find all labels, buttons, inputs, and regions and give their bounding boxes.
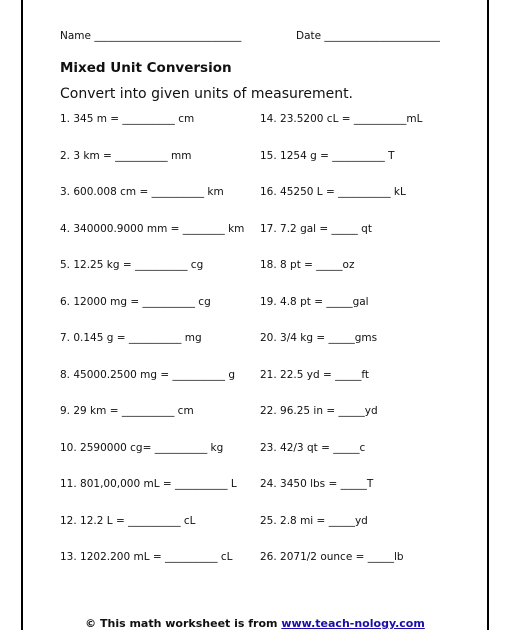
problem-3: 3. 600.008 cm = __________ km [60,186,224,198]
problem-18: 18. 8 pt = _____oz [260,259,355,271]
name-line: Name ____________________________ [60,30,242,42]
problem-21: 21. 22.5 yd = _____ft [260,369,369,381]
problem-20: 20. 3/4 kg = _____gms [260,332,378,344]
problem-26: 26. 2071/2 ounce = _____lb [260,551,404,563]
footer [0,617,510,630]
problem-22: 22. 96.25 in = _____yd [260,405,378,417]
problem-8: 8. 45000.2500 mg = __________ g [60,369,236,381]
problem-11: 11. 801,00,000 mL = __________ L [60,478,237,490]
problem-13: 13. 1202.200 mL = __________ cL [60,551,233,563]
problem-15: 15. 1254 g = __________ T [260,150,395,162]
problem-24: 24. 3450 lbs = _____T [260,478,374,490]
problem-2: 2. 3 km = __________ mm [60,150,192,162]
problem-17: 17. 7.2 gal = _____ qt [260,223,372,235]
problem-1: 1. 345 m = __________ cm [60,113,195,125]
problem-16: 16. 45250 L = __________ kL [260,186,406,198]
instructions: Convert into given units of measurement. [60,86,354,102]
problem-19: 19. 4.8 pt = _____gal [260,296,369,308]
problem-4: 4. 340000.9000 mm = ________ km [60,223,245,235]
footer-credit: © This math worksheet is from [85,617,282,630]
worksheet-title: Mixed Unit Conversion [60,60,232,76]
date-line: Date ______________________ [296,30,440,42]
problem-9: 9. 29 km = __________ cm [60,405,194,417]
problem-12: 12. 12.2 L = __________ cL [60,515,196,527]
page-border-right [487,0,489,630]
footer-link[interactable]: www.teach-nology.com [281,617,425,630]
problem-6: 6. 12000 mg = __________ cg [60,296,211,308]
page-border-left [21,0,23,630]
problem-14: 14. 23.5200 cL = __________mL [260,113,423,125]
problem-5: 5. 12.25 kg = __________ cg [60,259,204,271]
problem-10: 10. 2590000 cg= __________ kg [60,442,224,454]
problem-7: 7. 0.145 g = __________ mg [60,332,202,344]
problem-25: 25. 2.8 mi = _____yd [260,515,368,527]
problem-23: 23. 42/3 qt = _____c [260,442,366,454]
